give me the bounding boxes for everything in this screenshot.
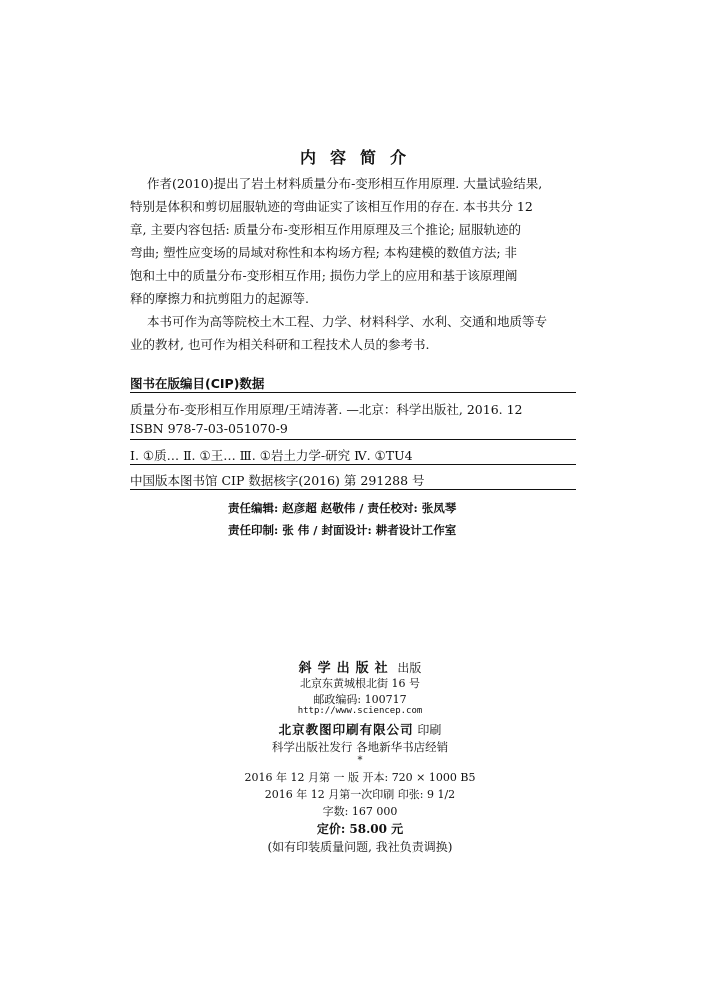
cip-rule xyxy=(130,464,576,465)
printer-role: 印刷 xyxy=(417,723,442,737)
summary-line: 章, 主要内容包括: 质量分布-变形相互作用原理及三个推论; 屈服轨迹的 xyxy=(130,222,522,237)
summary-line: 饱和土中的质量分布-变形相互作用; 损伤力学上的应用和基于该原理阐 xyxy=(130,268,518,283)
cip-line: ISBN 978-7-03-051070-9 xyxy=(130,421,288,436)
cip-line: 质量分布-变形相互作用原理/王靖涛著. —北京：科学出版社, 2016. 12 xyxy=(130,402,523,417)
printer-line xyxy=(0,720,720,738)
edition-line: 2016 年 12 月第 一 版 开本: 720 × 1000 B5 xyxy=(244,771,476,784)
publisher-address: 北京东黄城根北街 16 号 xyxy=(300,677,420,690)
printer-name: 北京教图印刷有限公司 xyxy=(278,722,414,737)
printing-credit: 责任印制: 张 伟 / 封面设计: 耕者设计工作室 xyxy=(228,523,457,537)
distribution-line: 科学出版社发行 各地新华书店经销 xyxy=(271,740,449,754)
publisher-name: 斜学出版社 xyxy=(298,661,394,676)
editor-credit: 责任编辑: 赵彦超 赵敬伟 / 责任校对: 张凤琴 xyxy=(228,501,457,515)
cip-rule-bottom xyxy=(130,489,576,490)
summary-line: 释的摩擦力和抗剪阻力的起源等. xyxy=(130,291,309,306)
word-count: 字数: 167 000 xyxy=(322,805,398,818)
publisher-line xyxy=(0,657,720,676)
cip-line: Ⅰ. ①质… Ⅱ. ①王… Ⅲ. ①岩土力学-研究 Ⅳ. ①TU4 xyxy=(130,448,413,463)
separator-star: * xyxy=(357,755,363,766)
publisher-role: 出版 xyxy=(397,661,422,675)
cip-rule-top xyxy=(130,392,576,393)
publisher-website: http://www.sciencep.com xyxy=(297,706,423,716)
cip-heading: 图书在版编目(CIP)数据 xyxy=(130,376,265,391)
price: 定价: 58.00 元 xyxy=(316,822,404,836)
printing-line: 2016 年 12 月第一次印刷 印张: 9 1/2 xyxy=(264,788,456,801)
quality-notice: (如有印装质量问题, 我社负责调换) xyxy=(267,840,453,854)
summary-line: 弯曲; 塑性应变场的局域对称性和本构场方程; 本构建模的数值方法; 非 xyxy=(130,245,518,260)
summary-line: 本书可作为高等院校土木工程、力学、材料科学、水利、交通和地质等专 xyxy=(147,314,548,329)
summary-line: 作者(2010)提出了岩土材料质量分布-变形相互作用原理. 大量试验结果, xyxy=(147,176,543,191)
summary-line: 业的教材, 也可作为相关科研和工程技术人员的参考书. xyxy=(130,337,430,352)
postal-code: 邮政编码: 100717 xyxy=(313,693,407,706)
cip-line: 中国版本图书馆 CIP 数据核字(2016) 第 291288 号 xyxy=(130,473,425,488)
summary-line: 特别是体积和剪切屈服轨迹的弯曲证实了该相互作用的存在. 本书共分 12 xyxy=(130,199,533,214)
cip-rule xyxy=(130,439,576,440)
summary-title: 内容简介 xyxy=(299,148,420,167)
